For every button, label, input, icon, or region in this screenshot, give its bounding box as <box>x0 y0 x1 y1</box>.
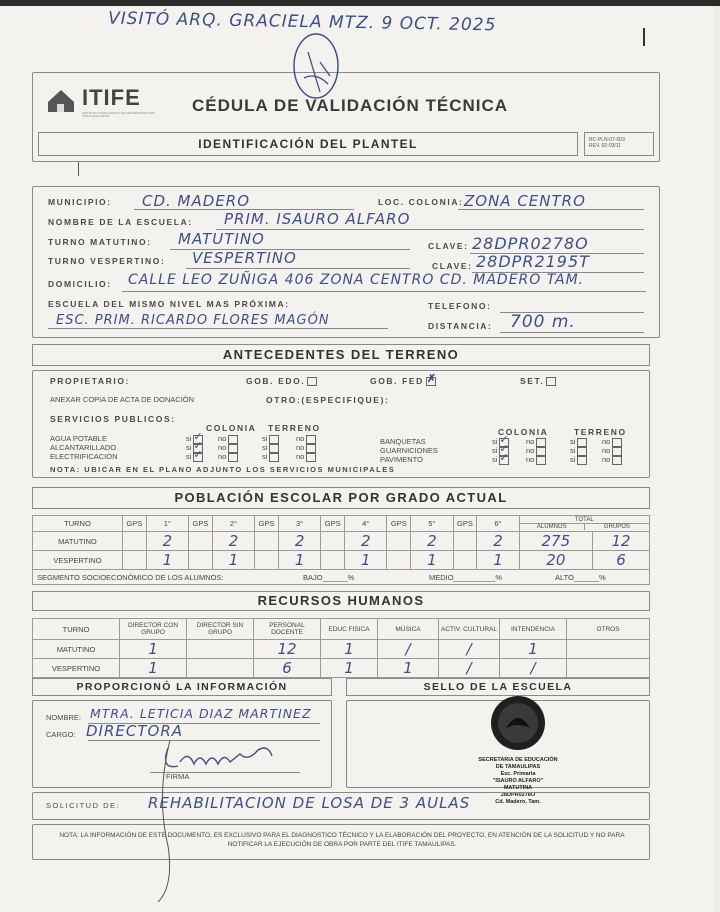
visit-note: VISITÓ ARQ. GRACIELA MTZ. 9 OCT. 2025 <box>107 8 497 36</box>
value-cell: 12 <box>254 640 321 659</box>
agua-label: AGUA POTABLE <box>50 434 107 443</box>
no-label: no <box>296 443 305 452</box>
gps-cell <box>321 551 345 570</box>
colonia-value: ZONA CENTRO <box>464 192 586 210</box>
municipio-value: CD. MADERO <box>142 192 251 210</box>
medio-label: MEDIO <box>429 572 454 582</box>
no-label: no <box>526 455 535 464</box>
elec-colonia-no[interactable] <box>218 452 238 462</box>
nota-final: NOTA: LA INFORMACIÓN DE ESTE DOCUMENTO, ES EXCLUSIVO PARA EL DIAGNOSTICO TÉCNICO Y LA ELABORACIÓN DEL PROYECTO, EN ATENCIÓN DE LA SOLICITUD Y NO PARA NOTIFICAR LA EJECUCIÓN DE OBRA POR PARTE DEL ITIFE TAMAULIPAS. <box>59 832 625 848</box>
header-cell: 6° <box>477 516 519 532</box>
header-cell: TURNO <box>33 516 123 532</box>
total-header <box>519 516 649 532</box>
gps-cell <box>189 532 213 551</box>
checkbox[interactable] <box>228 453 238 462</box>
gps-cell <box>453 551 477 570</box>
value-cell: 1 <box>321 640 378 659</box>
school-seal <box>448 690 588 806</box>
grupos-cell: 6 <box>593 551 650 570</box>
medio-field: MEDIO__________% <box>429 572 502 582</box>
header-cell: DIRECTOR CON GRUPO <box>120 619 187 640</box>
value-cell: / <box>378 640 439 659</box>
colonia-label: LOC. COLONIA: <box>378 197 464 207</box>
turno-cell: MATUTINO <box>33 640 120 659</box>
section-terreno <box>32 344 650 366</box>
municipio-label: MUNICIPIO: <box>48 197 112 207</box>
header-cell: EDUC FISICA <box>321 619 378 640</box>
value-cell: / <box>439 659 500 678</box>
section-recursos-label: RECURSOS HUMANOS <box>257 593 425 608</box>
recursos-row-vespertino <box>33 659 650 678</box>
si-label: si <box>262 443 268 452</box>
domicilio-value: CALLE LEO ZUÑIGA 406 ZONA CENTRO CD. MADERO TAM. <box>128 272 585 288</box>
seal-line: DE TAMAULIPAS <box>495 764 541 770</box>
turno-cell: VESPERTINO <box>33 659 120 678</box>
servicios-label: SERVICIOS PUBLICOS: <box>50 414 176 424</box>
section-informacion-label: PROPORCIONÓ LA INFORMACIÓN <box>76 681 288 693</box>
checkbox[interactable] <box>306 453 316 462</box>
clave2-value: 28DPR2195T <box>476 252 590 271</box>
director-signature <box>108 740 288 787</box>
gps-cell <box>255 532 279 551</box>
pav-colonia-no[interactable] <box>526 455 546 465</box>
header-cell: GPS <box>189 516 213 532</box>
domicilio-line <box>122 291 646 292</box>
terreno-nota: NOTA: UBICAR EN EL PLANO ADJUNTO LOS SERVICIOS MUNICIPALES <box>50 465 396 474</box>
total-label: TOTAL <box>574 517 594 523</box>
recursos-row-matutino <box>33 640 650 659</box>
matutino-value: MATUTINO <box>178 230 265 248</box>
section-sello-label: SELLO DE LA ESCUELA <box>423 681 573 693</box>
electrificacion-label: ELECTRIFICACION <box>50 452 118 461</box>
si-label: si <box>492 437 498 446</box>
segmento-label: SEGMENTO SOCIOECONÓMICO DE LOS ALUMNOS: <box>37 572 224 582</box>
gob-edo-label: GOB. EDO. <box>246 376 306 386</box>
grade-cell: 1 <box>212 551 254 570</box>
terreno-header-left: TERRENO <box>268 423 321 433</box>
vespertino-label: TURNO VESPERTINO: <box>48 256 166 266</box>
signature-mark-header <box>290 32 350 107</box>
logo-area <box>46 86 166 122</box>
value-cell: 1 <box>500 640 567 659</box>
poblacion-table <box>32 515 650 585</box>
gps-cell <box>255 551 279 570</box>
header-cell: 4° <box>345 516 387 532</box>
header-cell: 3° <box>278 516 320 532</box>
header-cell: 1° <box>146 516 188 532</box>
value-cell: / <box>439 640 500 659</box>
no-label: no <box>602 446 611 455</box>
propietario-label: PROPIETARIO: <box>50 376 130 386</box>
value-cell <box>567 640 650 659</box>
elec-terreno-no[interactable] <box>296 452 316 462</box>
recursos-header-row <box>33 619 650 640</box>
si-label: si <box>570 437 576 446</box>
cargo-label: CARGO: <box>46 730 76 739</box>
gob-fed-option <box>370 376 436 386</box>
header-cell: PERSONAL DOCENTE <box>254 619 321 640</box>
grade-cell: 1 <box>477 551 519 570</box>
header-cell: GPS <box>387 516 411 532</box>
header-cell: INTENDENCIA <box>500 619 567 640</box>
si-label: si <box>262 434 268 443</box>
bajo-label: BAJO <box>303 572 323 582</box>
no-label: no <box>526 446 535 455</box>
gps-cell <box>122 551 146 570</box>
grade-cell: 2 <box>212 532 254 551</box>
logo-subtext: INSTITUTO TAMAULIPECO DE INFRAESTRUCTURA FÍSICA EDUCATIVA <box>82 111 156 118</box>
seal-line: Cd. Madero, Tam. <box>495 799 541 805</box>
bajo-field: BAJO______% <box>303 572 355 582</box>
checkbox[interactable] <box>499 456 509 465</box>
doc-revision: REV. 02-03/11 <box>589 143 621 149</box>
colonia-header-left: COLONIA <box>206 423 257 433</box>
value-cell <box>187 640 254 659</box>
section-identificacion <box>38 132 578 156</box>
no-label: no <box>296 434 305 443</box>
alumnos-cell: 20 <box>519 551 592 570</box>
firma-label: FIRMA <box>166 772 190 781</box>
guarniciones-label: GUARNICIONES <box>380 446 438 455</box>
no-label: no <box>602 437 611 446</box>
grade-cell: 2 <box>477 532 519 551</box>
pct-label: % <box>495 572 502 582</box>
otro-label: OTRO:(ESPECIFIQUE): <box>266 395 390 405</box>
banquetas-label: BANQUETAS <box>380 437 426 446</box>
pct-label: % <box>347 572 355 582</box>
gob-edo-checkbox[interactable] <box>307 377 317 386</box>
header-cell: GPS <box>255 516 279 532</box>
stray-pen-line <box>148 736 178 911</box>
si-label: si <box>570 455 576 464</box>
header-cell: 5° <box>411 516 453 532</box>
logo-text: ITIFE <box>82 85 141 110</box>
pav-colonia-si[interactable] <box>492 455 509 465</box>
alumnos-cell: 275 <box>519 532 592 551</box>
no-label: no <box>526 437 535 446</box>
section-identificacion-label: IDENTIFICACIÓN DEL PLANTEL <box>198 137 418 151</box>
gps-cell <box>189 551 213 570</box>
pavimento-label: PAVIMENTO <box>380 455 423 464</box>
seal-line: "ISAURO ALFARO" <box>492 778 544 784</box>
no-label: no <box>218 443 227 452</box>
escuela-line <box>216 229 644 230</box>
grupos-label: GRUPOS <box>584 524 649 530</box>
si-label: si <box>186 452 192 461</box>
services-right <box>380 437 650 464</box>
proxima-line <box>48 328 388 329</box>
header-cell: DIRECTOR SIN GRUPO <box>187 619 254 640</box>
header-cell: GPS <box>122 516 146 532</box>
header-cell: OTROS <box>567 619 650 640</box>
gob-fed-checkbox[interactable] <box>426 377 436 386</box>
si-label: si <box>186 434 192 443</box>
alto-label: ALTO <box>555 572 574 582</box>
value-cell <box>187 659 254 678</box>
value-cell: 1 <box>378 659 439 678</box>
matutino-label: TURNO MATUTINO: <box>48 237 152 247</box>
distancia-label: DISTANCIA: <box>428 321 493 331</box>
si-label: si <box>492 446 498 455</box>
alcantarillado-label: ALCANTARILLADO <box>50 443 117 452</box>
header-cell: GPS <box>321 516 345 532</box>
solicitud-value: REHABILITACION DE LOSA DE 3 AULAS <box>148 794 471 812</box>
value-cell: 1 <box>321 659 378 678</box>
seal-line: MATUTINA <box>503 785 533 791</box>
grade-cell: 2 <box>345 532 387 551</box>
no-label: no <box>602 455 611 464</box>
gps-cell <box>321 532 345 551</box>
cargo-value: DIRECTORA <box>86 722 184 740</box>
segmento-row <box>33 570 650 585</box>
gob-fed-label: GOB. FED <box>370 376 424 386</box>
elec-terreno-si[interactable] <box>262 452 279 462</box>
escuela-value: PRIM. ISAURO ALFARO <box>224 210 411 228</box>
checkbox[interactable] <box>536 456 546 465</box>
value-cell: 1 <box>120 659 187 678</box>
turno-cell: VESPERTINO <box>33 551 123 570</box>
pct-label: % <box>598 572 606 582</box>
pen-mark <box>643 28 645 46</box>
header-cell: MÚSICA <box>378 619 439 640</box>
doc-code-box <box>584 132 654 156</box>
proxima-label: ESCUELA DEL MISMO NIVEL MAS PRÓXIMA: <box>48 299 290 309</box>
service-row <box>380 437 650 446</box>
no-label: no <box>218 434 227 443</box>
doc-title: CÉDULA DE VALIDACIÓN TÉCNICA <box>192 96 509 115</box>
gps-cell <box>453 532 477 551</box>
section-recursos <box>32 591 650 611</box>
services-left <box>50 434 340 461</box>
seal-line: 28DPR0278O <box>500 792 536 798</box>
no-label: no <box>218 452 227 461</box>
no-label: no <box>296 452 305 461</box>
grade-cell: 1 <box>411 551 453 570</box>
colonia-header-right: COLONIA <box>498 427 549 437</box>
si-label: si <box>262 452 268 461</box>
grupos-cell: 12 <box>593 532 650 551</box>
alumnos-label: ALUMNOS <box>536 524 567 530</box>
gps-cell <box>122 532 146 551</box>
itife-logo-icon <box>46 86 78 116</box>
elec-colonia-si[interactable] <box>186 452 203 462</box>
si-label: si <box>492 455 498 464</box>
clave2-label: CLAVE: <box>432 261 473 271</box>
section-poblacion-label: POBLACIÓN ESCOLAR POR GRADO ACTUAL <box>174 490 508 505</box>
checkbox[interactable] <box>193 453 203 462</box>
seal-line: SECRETARIA DE EDUCACIÓN <box>478 757 558 763</box>
grade-cell: 2 <box>411 532 453 551</box>
grade-cell: 1 <box>345 551 387 570</box>
nombre-value: MTRA. LETICIA DIAZ MARTINEZ <box>90 706 312 721</box>
margin-tick <box>78 162 79 176</box>
seal-line: Esc. Primaria <box>500 771 536 777</box>
grade-cell: 2 <box>278 532 320 551</box>
grade-cell: 2 <box>146 532 188 551</box>
si-label: si <box>186 443 192 452</box>
distancia-value: 700 m. <box>510 312 576 332</box>
header-cell: ACTIV. CULTURAL <box>439 619 500 640</box>
value-cell <box>567 659 650 678</box>
gps-cell <box>387 532 411 551</box>
doc-code: RC-PLN-07-003 <box>589 137 625 143</box>
poblacion-row-vespertino <box>33 551 650 570</box>
poblacion-header-row <box>33 516 650 532</box>
clave1-label: CLAVE: <box>428 241 469 251</box>
section-terreno-label: ANTECEDENTES DEL TERRENO <box>222 347 460 362</box>
checkbox[interactable] <box>612 456 622 465</box>
section-poblacion <box>32 487 650 509</box>
set-label: SET. <box>520 376 545 386</box>
checkbox[interactable] <box>269 453 279 462</box>
set-checkbox[interactable] <box>546 377 556 386</box>
checkbox[interactable] <box>577 456 587 465</box>
distancia-line <box>500 332 644 333</box>
header-cell: GPS <box>453 516 477 532</box>
domicilio-label: DOMICILIO: <box>48 279 112 289</box>
pav-terreno-no[interactable] <box>602 455 622 465</box>
service-row <box>380 446 650 455</box>
poblacion-row-matutino <box>33 532 650 551</box>
clave1-value: 28DPR0278O <box>472 234 589 253</box>
gob-edo-option <box>246 376 317 386</box>
grade-cell: 1 <box>278 551 320 570</box>
telefono-label: TELEFONO: <box>428 301 492 311</box>
vespertino-line <box>186 268 410 269</box>
escuela-label: NOMBRE DE LA ESCUELA: <box>48 217 193 227</box>
service-row <box>380 455 650 464</box>
gps-cell <box>387 551 411 570</box>
section-informacion <box>32 678 332 696</box>
turno-cell: MATUTINO <box>33 532 123 551</box>
terreno-header-right: TERRENO <box>574 427 627 437</box>
anexar-label: ANEXAR COPIA DE ACTA DE DONACIÓN <box>50 395 195 404</box>
recursos-table <box>32 618 650 678</box>
pav-terreno-si[interactable] <box>570 455 587 465</box>
proxima-value: ESC. PRIM. RICARDO FLORES MAGÓN <box>56 313 330 328</box>
vespertino-value: VESPERTINO <box>192 249 297 267</box>
nombre-label: NOMBRE: <box>46 713 82 722</box>
header-cell: 2° <box>212 516 254 532</box>
value-cell: 1 <box>120 640 187 659</box>
set-option <box>520 376 556 386</box>
grade-cell: 1 <box>146 551 188 570</box>
si-label: si <box>570 446 576 455</box>
header-cell: TURNO <box>33 619 120 640</box>
value-cell: / <box>500 659 567 678</box>
value-cell: 6 <box>254 659 321 678</box>
mexico-eagle-seal-icon <box>488 694 548 752</box>
service-row <box>50 452 340 461</box>
solicitud-label: SOLICITUD DE: <box>46 801 121 810</box>
segmento-cell <box>33 570 650 585</box>
alto-field: ALTO______% <box>555 572 606 582</box>
